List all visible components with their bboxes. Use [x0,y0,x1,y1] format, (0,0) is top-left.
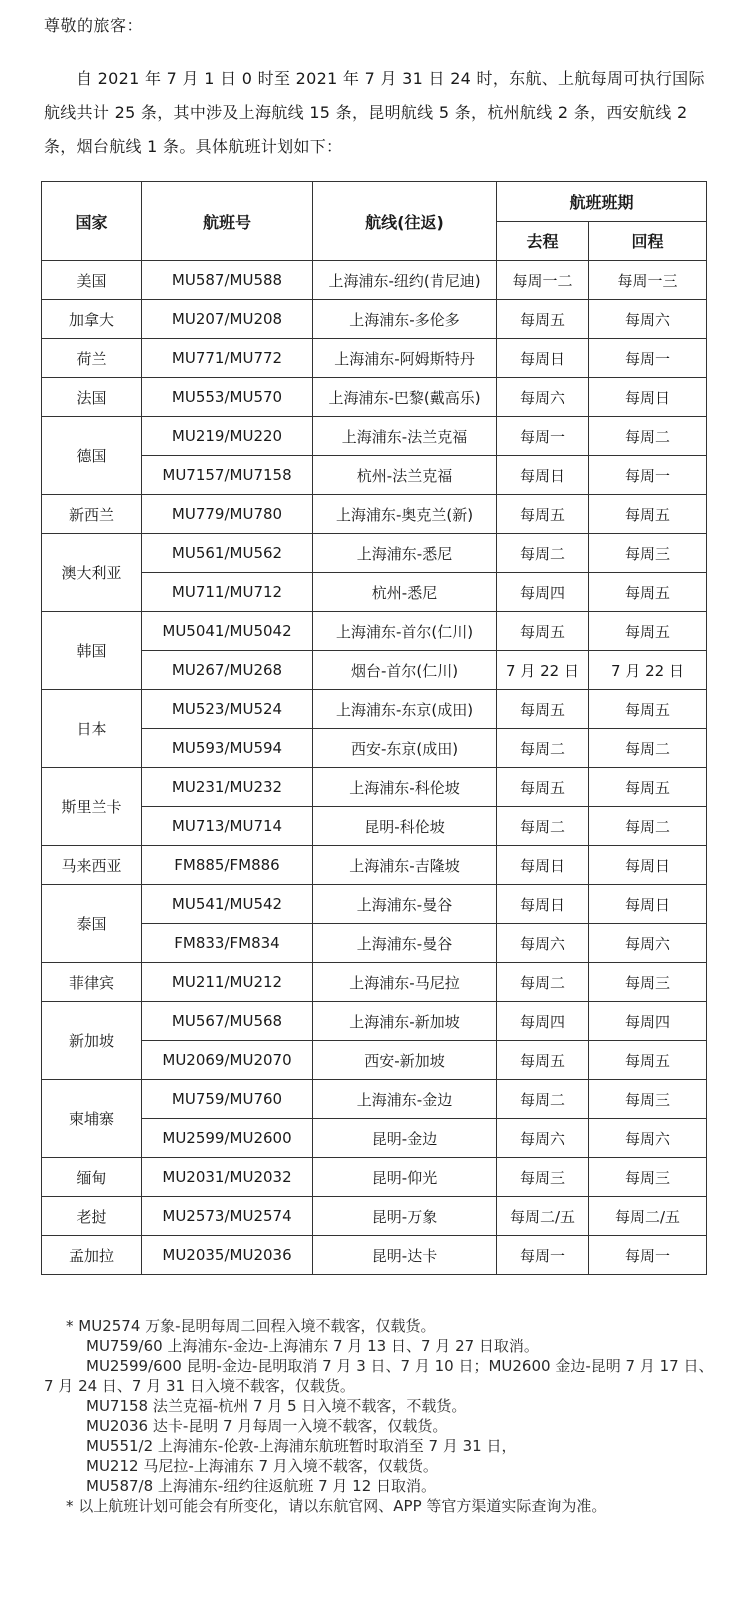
cell-outbound: 每周二/五 [497,1197,589,1236]
cell-inbound: 每周五 [589,573,707,612]
cell-country: 日本 [42,690,142,768]
table-row [42,417,707,456]
table-row [42,1119,707,1158]
cell-country: 澳大利亚 [42,534,142,612]
cell-outbound: 每周五 [497,1041,589,1080]
cell-route: 上海浦东-曼谷 [313,885,497,924]
cell-inbound: 每周六 [589,1119,707,1158]
table-row [42,339,707,378]
cell-outbound: 每周四 [497,1002,589,1041]
cell-flight: MU7157/MU7158 [142,456,313,495]
cell-flight: MU541/MU542 [142,885,313,924]
cell-route: 昆明-万象 [313,1197,497,1236]
cell-route: 上海浦东-曼谷 [313,924,497,963]
cell-country: 新西兰 [42,495,142,534]
table-row [42,300,707,339]
cell-inbound: 每周二/五 [589,1197,707,1236]
cell-outbound: 每周一 [497,417,589,456]
cell-route: 杭州-法兰克福 [313,456,497,495]
cell-country: 德国 [42,417,142,495]
cell-flight: MU567/MU568 [142,1002,313,1041]
cell-outbound: 每周五 [497,612,589,651]
table-row [42,261,707,300]
cell-route: 上海浦东-金边 [313,1080,497,1119]
intro-paragraph: 自 2021 年 7 月 1 日 0 时至 2021 年 7 月 31 日 24 时，东航、上航每周可执行国际航线共计 25 条，其中涉及上海航线 15 条，昆明航线 5 条，杭州航线 2 条，西安航线 2 条，烟台航线 1 条。具体航班计划如下： [44,69,705,156]
cell-outbound: 每周二 [497,1080,589,1119]
cell-route: 烟台-首尔(仁川) [313,651,497,690]
cell-route: 杭州-悉尼 [313,573,497,612]
cell-outbound: 每周日 [497,339,589,378]
cell-flight: MU593/MU594 [142,729,313,768]
table-row [42,768,707,807]
cell-route: 上海浦东-吉隆坡 [313,846,497,885]
cell-route: 昆明-仰光 [313,1158,497,1197]
cell-route: 西安-新加坡 [313,1041,497,1080]
footnote: MU759/60 上海浦东-金边-上海浦东 7 月 13 日、7 月 27 日取消。 [86,1337,539,1355]
cell-flight: MU2035/MU2036 [142,1236,313,1275]
cell-country: 菲律宾 [42,963,142,1002]
cell-inbound: 每周三 [589,1158,707,1197]
cell-flight: MU2599/MU2600 [142,1119,313,1158]
table-row [42,1158,707,1197]
cell-route: 上海浦东-东京(成田) [313,690,497,729]
header-schedule: 航班班期 [497,182,707,222]
cell-route: 上海浦东-悉尼 [313,534,497,573]
cell-flight: MU207/MU208 [142,300,313,339]
cell-flight: MU713/MU714 [142,807,313,846]
footnote: MU551/2 上海浦东-伦敦-上海浦东航班暂时取消至 7 月 31 日， [86,1437,517,1455]
table-row [42,885,707,924]
table-row [42,456,707,495]
table-row [42,1041,707,1080]
cell-flight: MU2573/MU2574 [142,1197,313,1236]
table-row [42,378,707,417]
cell-outbound: 每周四 [497,573,589,612]
cell-flight: FM833/FM834 [142,924,313,963]
cell-inbound: 每周五 [589,612,707,651]
footnote: MU212 马尼拉-上海浦东 7 月入境不载客，仅载货。 [86,1457,438,1475]
footnote: MU2036 达卡-昆明 7 月每周一入境不载客，仅载货。 [86,1417,448,1435]
table-row [42,963,707,1002]
cell-route: 上海浦东-纽约(肯尼迪) [313,261,497,300]
cell-country: 缅甸 [42,1158,142,1197]
cell-inbound: 每周五 [589,1041,707,1080]
header-route: 航线(往返) [313,182,497,261]
cell-route: 西安-东京(成田) [313,729,497,768]
table-row [42,534,707,573]
cell-country: 新加坡 [42,1002,142,1080]
table-row [42,729,707,768]
cell-inbound: 每周五 [589,690,707,729]
cell-route: 上海浦东-法兰克福 [313,417,497,456]
cell-country: 斯里兰卡 [42,768,142,846]
table-row [42,495,707,534]
cell-inbound: 每周二 [589,417,707,456]
cell-inbound: 每周二 [589,729,707,768]
cell-route: 昆明-科伦坡 [313,807,497,846]
table-row [42,1002,707,1041]
cell-inbound: 每周三 [589,534,707,573]
cell-inbound: 每周五 [589,495,707,534]
footnote: MU7158 法兰克福-杭州 7 月 5 日入境不载客，不载货。 [86,1397,467,1415]
cell-inbound: 每周六 [589,924,707,963]
cell-outbound: 每周二 [497,807,589,846]
footnotes [44,1316,716,1516]
table-row [42,846,707,885]
cell-flight: MU561/MU562 [142,534,313,573]
cell-route: 上海浦东-马尼拉 [313,963,497,1002]
header-flight: 航班号 [142,182,313,261]
cell-outbound: 每周二 [497,963,589,1002]
cell-inbound: 每周三 [589,1080,707,1119]
cell-outbound: 每周五 [497,300,589,339]
cell-flight: MU211/MU212 [142,963,313,1002]
cell-flight: MU587/MU588 [142,261,313,300]
table-header [42,182,707,261]
footnote: * 以上航班计划可能会有所变化，请以东航官网、APP 等官方渠道实际查询为准。 [66,1497,607,1515]
cell-flight: MU711/MU712 [142,573,313,612]
footnote: MU2599/600 昆明-金边-昆明取消 7 月 3 日、7 月 10 日；MU2600 金边-昆明 7 月 17 日、7 月 24 日、7 月 31 日入境不载客，仅载货。 [44,1357,714,1395]
cell-flight: MU779/MU780 [142,495,313,534]
cell-outbound: 每周六 [497,1119,589,1158]
cell-route: 上海浦东-科伦坡 [313,768,497,807]
cell-outbound: 每周日 [497,456,589,495]
cell-outbound: 每周五 [497,768,589,807]
header-inbound: 回程 [589,221,707,261]
header-country: 国家 [42,182,142,261]
cell-country: 荷兰 [42,339,142,378]
cell-outbound: 每周六 [497,924,589,963]
cell-inbound: 每周日 [589,885,707,924]
cell-flight: FM885/FM886 [142,846,313,885]
cell-country: 马来西亚 [42,846,142,885]
flight-schedule-table [41,181,707,1275]
cell-route: 昆明-金边 [313,1119,497,1158]
cell-route: 上海浦东-奥克兰(新) [313,495,497,534]
cell-inbound: 每周三 [589,963,707,1002]
table-row [42,1197,707,1236]
cell-inbound: 每周一 [589,1236,707,1275]
cell-outbound: 每周一 [497,1236,589,1275]
cell-country: 法国 [42,378,142,417]
cell-outbound: 每周日 [497,846,589,885]
cell-route: 上海浦东-新加坡 [313,1002,497,1041]
table-row [42,573,707,612]
table-row [42,1080,707,1119]
cell-country: 老挝 [42,1197,142,1236]
cell-inbound: 每周二 [589,807,707,846]
cell-inbound: 每周一 [589,339,707,378]
cell-inbound: 每周四 [589,1002,707,1041]
cell-country: 柬埔寨 [42,1080,142,1158]
cell-flight: MU2069/MU2070 [142,1041,313,1080]
cell-inbound: 每周五 [589,768,707,807]
cell-flight: MU267/MU268 [142,651,313,690]
cell-route: 上海浦东-多伦多 [313,300,497,339]
cell-outbound: 每周五 [497,495,589,534]
cell-outbound: 7 月 22 日 [497,651,589,690]
table-row [42,651,707,690]
cell-country: 加拿大 [42,300,142,339]
cell-inbound: 每周日 [589,846,707,885]
cell-outbound: 每周六 [497,378,589,417]
cell-route: 上海浦东-首尔(仁川) [313,612,497,651]
footnote: * MU2574 万象-昆明每周二回程入境不载客，仅载货。 [66,1317,436,1335]
cell-flight: MU5041/MU5042 [142,612,313,651]
footnote: MU587/8 上海浦东-纽约往返航班 7 月 12 日取消。 [86,1477,437,1495]
cell-flight: MU219/MU220 [142,417,313,456]
cell-country: 孟加拉 [42,1236,142,1275]
table-row [42,690,707,729]
table-row [42,612,707,651]
table-row [42,1236,707,1275]
table-row [42,924,707,963]
cell-flight: MU231/MU232 [142,768,313,807]
cell-outbound: 每周二 [497,534,589,573]
cell-country: 泰国 [42,885,142,963]
cell-route: 昆明-达卡 [313,1236,497,1275]
cell-country: 美国 [42,261,142,300]
cell-outbound: 每周日 [497,885,589,924]
cell-inbound: 每周日 [589,378,707,417]
cell-inbound: 7 月 22 日 [589,651,707,690]
cell-flight: MU2031/MU2032 [142,1158,313,1197]
cell-outbound: 每周三 [497,1158,589,1197]
cell-route: 上海浦东-巴黎(戴高乐) [313,378,497,417]
cell-flight: MU523/MU524 [142,690,313,729]
table-row [42,807,707,846]
cell-country: 韩国 [42,612,142,690]
cell-inbound: 每周一三 [589,261,707,300]
greeting: 尊敬的旅客： [44,16,144,35]
cell-outbound: 每周一二 [497,261,589,300]
cell-flight: MU759/MU760 [142,1080,313,1119]
cell-inbound: 每周一 [589,456,707,495]
cell-inbound: 每周六 [589,300,707,339]
table-body [42,261,707,1275]
cell-flight: MU771/MU772 [142,339,313,378]
cell-outbound: 每周二 [497,729,589,768]
cell-outbound: 每周五 [497,690,589,729]
cell-flight: MU553/MU570 [142,378,313,417]
header-outbound: 去程 [497,221,589,261]
cell-route: 上海浦东-阿姆斯特丹 [313,339,497,378]
